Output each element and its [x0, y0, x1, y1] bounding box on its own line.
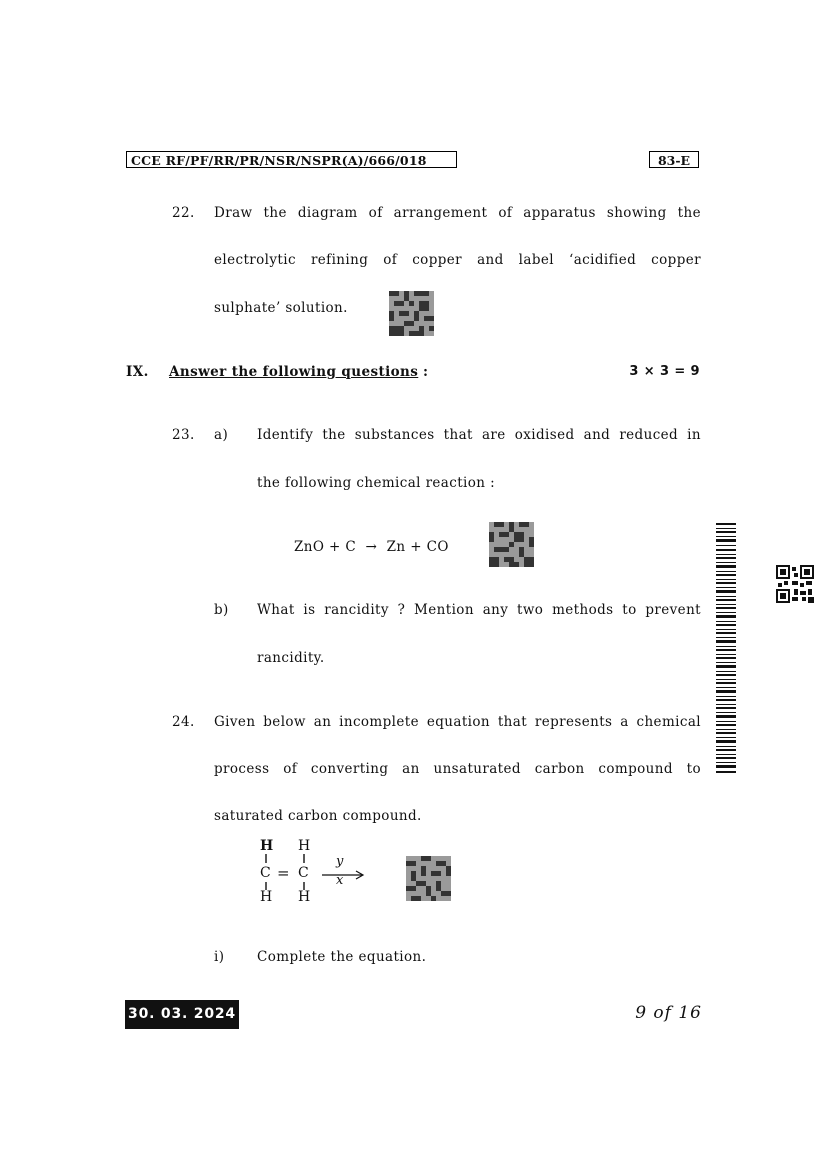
question-22-line-2: electrolytic refining of copper and label ‘acidified copper [214, 252, 701, 268]
arrow-label-bottom: x [336, 873, 344, 888]
question-23-part-b-line-2: rancidity. [257, 650, 325, 666]
question-24-number: 24. [172, 714, 195, 730]
page-number: 9 of 16 [635, 1003, 702, 1023]
question-24-line-1: Given below an incomplete equation that represents a chemical [214, 714, 701, 730]
carbon-left: C [260, 865, 271, 881]
section-ix-numeral: IX. [126, 364, 149, 380]
question-22-line-3: sulphate’ solution. [214, 300, 348, 316]
hydrogen-bottom-right: H [298, 889, 311, 905]
question-23-number: 23. [172, 427, 195, 443]
qr-code-icon [489, 522, 534, 567]
hydrogen-bottom-left: H [260, 889, 273, 905]
hydrogen-top-right: H [298, 838, 311, 854]
arrow-label-top: y [336, 854, 344, 869]
question-22-number: 22. [172, 205, 195, 221]
section-ix-marks: 3 × 3 = 9 [629, 364, 700, 379]
question-22-line-1: Draw the diagram of arrangement of apparatus showing the [214, 205, 701, 221]
question-24-sub-i-text: Complete the equation. [257, 949, 427, 965]
reaction-equation: ZnO + C → Zn + CO [294, 539, 449, 555]
question-23-part-b-label: b) [214, 602, 229, 618]
question-24-sub-i-label: i) [214, 949, 225, 965]
qr-code-icon [406, 856, 451, 901]
side-qr-code-icon [776, 565, 814, 603]
qr-code-icon [389, 291, 434, 336]
section-ix-title: Answer the following questions [169, 364, 419, 380]
question-24-line-3: saturated carbon compound. [214, 808, 422, 824]
question-24-line-2: process of converting an unsaturated carbon compound to [214, 761, 701, 777]
ethene-structure [252, 838, 372, 908]
carbon-right: C [298, 865, 309, 881]
paper-code-label: 83-E [649, 151, 699, 168]
question-23-part-a-label: a) [214, 427, 229, 443]
exam-date-badge: 30. 03. 2024 [125, 1000, 239, 1029]
question-23-part-b-line-1: What is rancidity ? Mention any two methods to prevent [257, 602, 701, 618]
question-23-part-a-line-2: the following chemical reaction : [257, 475, 496, 491]
double-bond: = [277, 864, 290, 882]
exam-code-label: CCE RF/PF/RR/PR/NSR/NSPR(A)/666/018 [126, 151, 457, 168]
section-ix-heading [169, 364, 428, 380]
hydrogen-top-left: H [260, 838, 274, 854]
barcode-icon [716, 523, 736, 775]
section-ix-colon: : [422, 364, 429, 380]
question-23-part-a-line-1: Identify the substances that are oxidised and reduced in [257, 427, 701, 443]
